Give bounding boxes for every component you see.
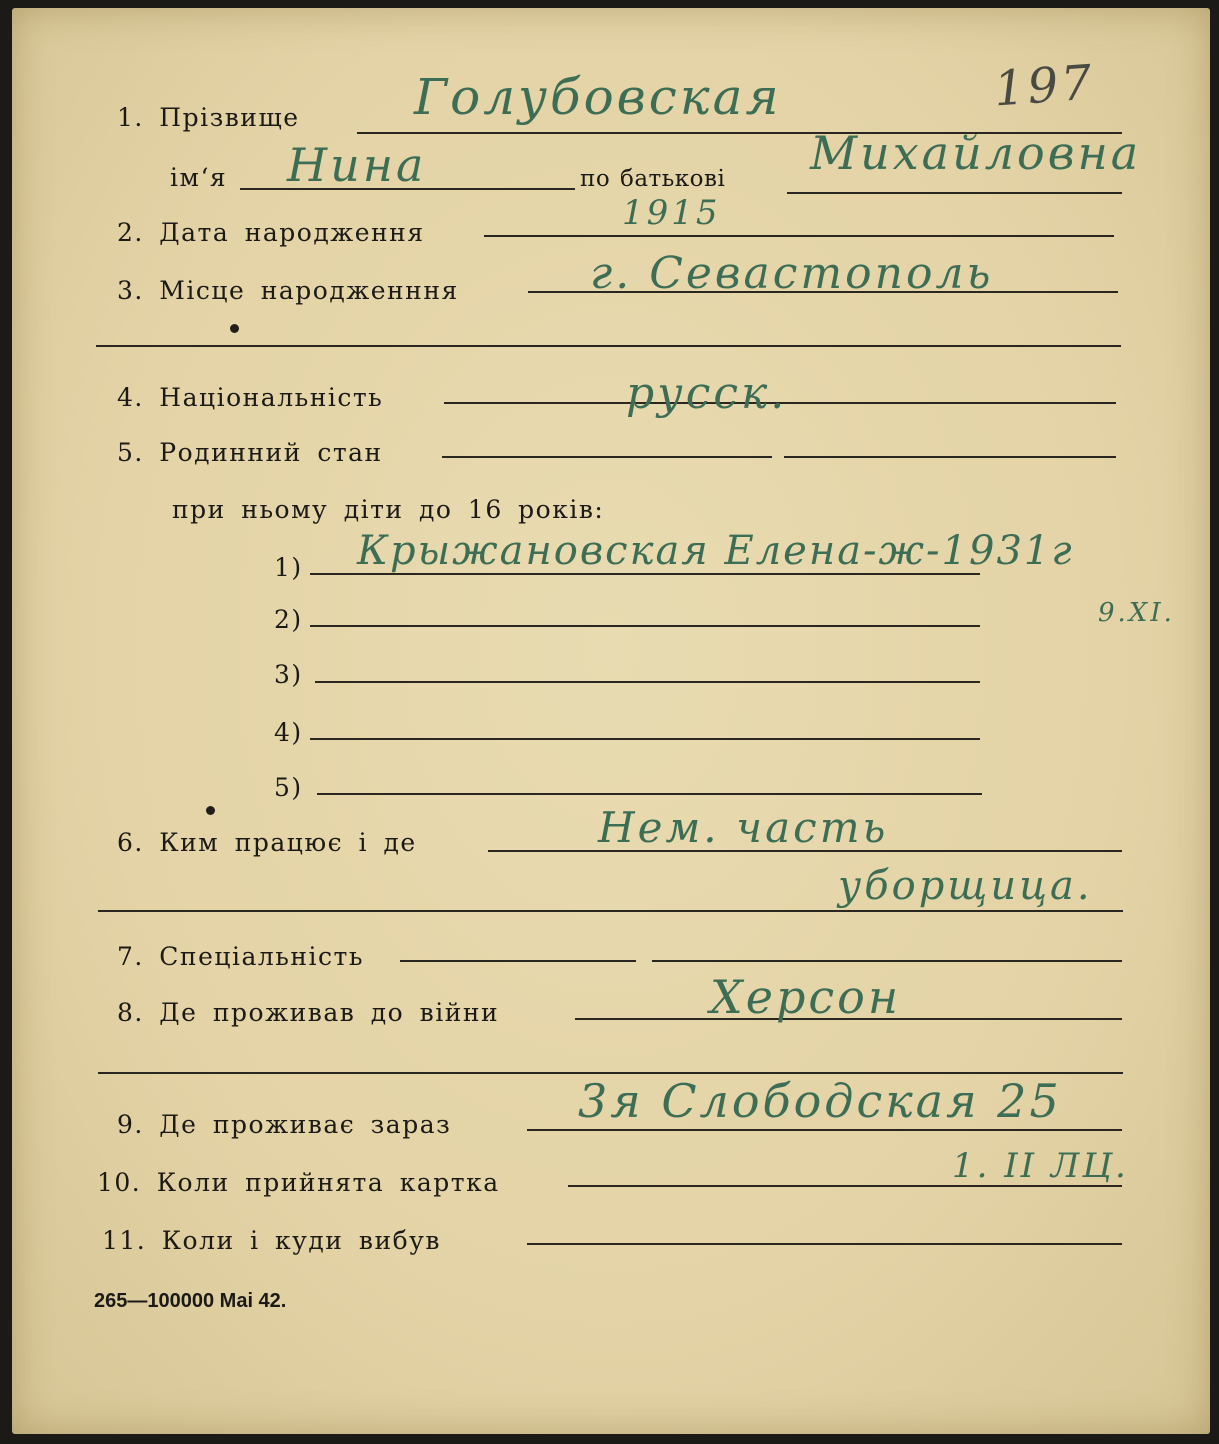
prewar-residence-label: 8. Де проживав до війни <box>117 998 500 1027</box>
workplace-line-2 <box>98 910 1123 912</box>
departed-line <box>527 1243 1122 1245</box>
workplace-value-2: уборщица. <box>838 863 1093 909</box>
print-run-footer: 265—100000 Mai 42. <box>94 1290 287 1312</box>
speciality-line-b <box>652 960 1122 962</box>
nationality-value: русск. <box>626 368 788 419</box>
child-3-label: 3) <box>274 660 303 689</box>
speciality-line-a <box>400 960 636 962</box>
child-1-value: Крыжановская Елена-ж-1931г <box>357 528 1074 574</box>
marital-status-line-b <box>784 456 1116 458</box>
child-4-label: 4) <box>274 718 303 747</box>
current-residence-label: 9. Де проживає зараз <box>117 1110 452 1139</box>
child-1-label: 1) <box>274 553 303 582</box>
marital-status-label: 5. Родинний стан <box>117 438 383 467</box>
child-2-label: 2) <box>274 605 303 634</box>
birth-place-label: 3. Місце народженння <box>117 276 459 305</box>
speciality-label: 7. Спеціальність <box>117 942 364 971</box>
child-2-line <box>310 625 980 627</box>
patronymic-label: по батькові <box>580 166 726 192</box>
workplace-label: 6. Ким працює і де <box>117 828 417 857</box>
children-heading: при ньому діти до 16 років: <box>172 495 605 524</box>
birth-date-label: 2. Дата народження <box>117 218 425 247</box>
child-5-label: 5) <box>274 773 303 802</box>
punch-hole-2 <box>206 806 215 815</box>
birth-date-value: 1915 <box>622 193 721 233</box>
nationality-label: 4. Національність <box>117 383 384 412</box>
card-accepted-value: 1. II ЛЦ. <box>952 1146 1129 1186</box>
workplace-value: Нем. часть <box>598 803 889 852</box>
child-note: 9.XI. <box>1098 598 1175 628</box>
child-4-line <box>310 738 980 740</box>
child-5-line <box>317 793 982 795</box>
marital-status-line-a <box>442 456 772 458</box>
child-3-line <box>315 681 980 683</box>
prewar-residence-value: Херсон <box>710 970 902 1024</box>
birth-place-value: г. Севастополь <box>590 248 994 299</box>
patronymic-line <box>787 192 1122 194</box>
birth-place-line-2 <box>96 345 1121 347</box>
current-residence-value: 3я Слободская 25 <box>578 1074 1062 1128</box>
patronymic-value: Михайловна <box>810 126 1142 180</box>
first-name-value: Нина <box>287 138 427 192</box>
departed-label: 11. Коли і куди вибув <box>102 1226 441 1255</box>
card-number: 197 <box>992 54 1097 118</box>
card-accepted-label: 10. Коли прийнята картка <box>97 1168 500 1197</box>
first-name-label: ім‘я <box>170 163 228 192</box>
surname-label: 1. Прізвище <box>117 103 300 132</box>
punch-hole <box>230 324 239 333</box>
surname-value: Голубовская <box>414 68 782 126</box>
current-residence-line <box>527 1129 1122 1131</box>
birth-date-line <box>484 235 1114 237</box>
registration-card <box>12 8 1210 1434</box>
